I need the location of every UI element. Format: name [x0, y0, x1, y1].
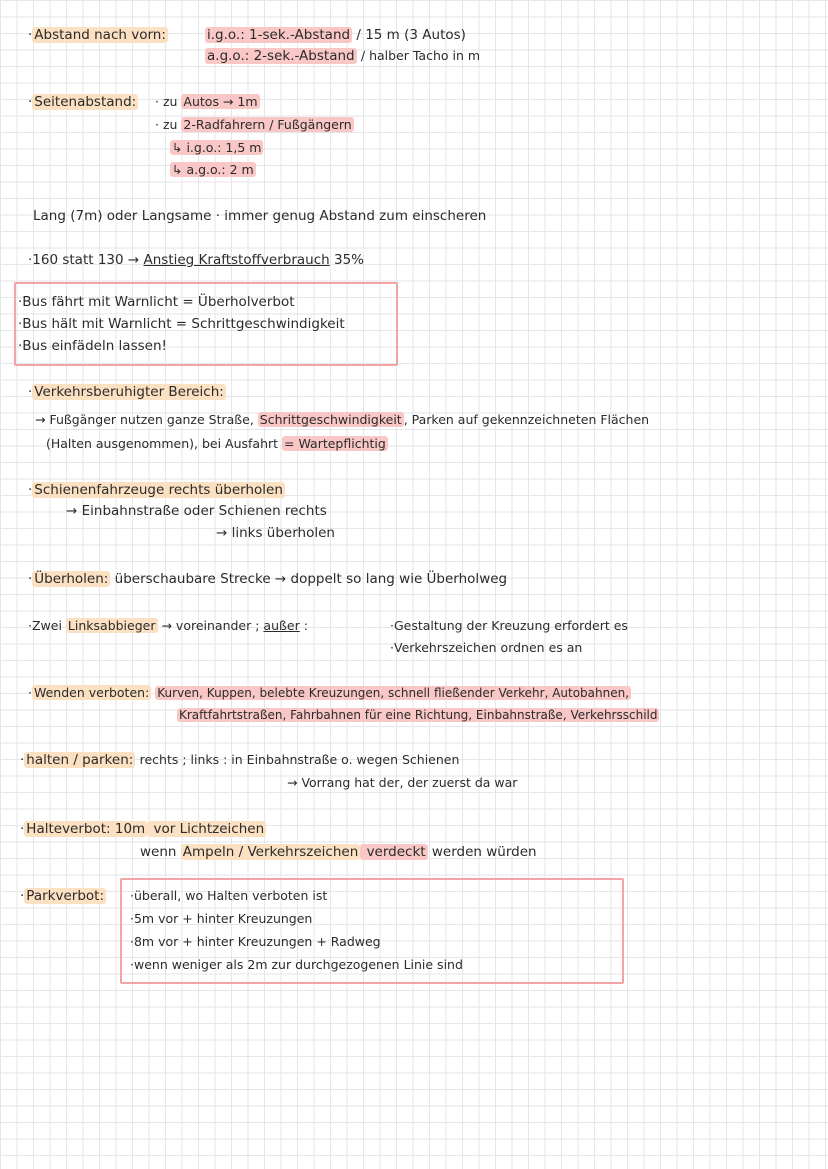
wenden-line-1: · Wenden verboten: Kurven, Kuppen, belebte Kreuzungen, schnell fließender Verkehr, Autobahnen, [28, 684, 631, 702]
park-line-3: · 8m vor + hinter Kreuzungen + Radweg [130, 933, 381, 951]
bus-line-3: · Bus einfädeln lassen! [18, 337, 167, 355]
vb-line-2: (Halten ausgenommen), bei Ausfahrt = Wartepflichtig [46, 436, 386, 451]
parkverbot-label: · Parkverbot: [20, 887, 106, 905]
schienen-label: · Schienenfahrzeuge rechts überholen [28, 481, 285, 499]
kraftstoff-line: · 160 statt 130 → Anstieg Kraftstoffverbrauch 35% [28, 251, 364, 269]
zwei-right-1: · Gestaltung der Kreuzung erfordert es [390, 617, 628, 635]
bus-line-1: · Bus fährt mit Warnlicht = Überholverbot [18, 293, 295, 311]
vb-label: · Verkehrsberuhigter Bereich: [28, 383, 226, 401]
park-line-2: · 5m vor + hinter Kreuzungen [130, 910, 312, 928]
abstand-vorn-label: · Abstand nach vorn: [28, 26, 168, 44]
seitenabstand-label: · Seitenabstand: [28, 93, 138, 111]
vb-line-1: → Fußgänger nutzen ganze Straße, Schrittgeschwindigkeit , Parken auf gekennzeichneten Flächen [35, 412, 650, 427]
bus-line-2: · Bus hält mit Warnlicht = Schrittgeschwindigkeit [18, 315, 345, 333]
seiten-ago: ↳ a.g.o.: 2 m [172, 162, 254, 177]
seiten-igo: ↳ i.g.o.: 1,5 m [172, 140, 262, 155]
schienen-line-2: → links überholen [216, 525, 335, 541]
seiten-rad: · zu 2-Radfahrern / Fußgängern [155, 117, 352, 132]
park-line-1: · überall, wo Halten verboten ist [130, 887, 327, 905]
abstand-igo: i.g.o.: 1-sek.-Abstand / 15 m (3 Autos) [207, 27, 466, 43]
schienen-line-1: → Einbahnstraße oder Schienen rechts [66, 503, 327, 519]
zwei-line: · Zwei Linksabbieger → voreinander ; außer : [28, 617, 308, 635]
zwei-right-2: · Verkehrszeichen ordnen es an [390, 639, 582, 657]
park-line-4: · wenn weniger als 2m zur durchgezogenen Linie sind [130, 956, 463, 974]
lang-line: Lang (7m) oder Langsame · immer genug Abstand zum einscheren [33, 208, 487, 224]
abstand-ago: a.g.o.: 2-sek.-Abstand / halber Tacho in m [207, 48, 481, 64]
seiten-autos: · zu Autos → 1m [155, 94, 258, 109]
halten-line-2: → Vorrang hat der, der zuerst da war [287, 775, 518, 790]
halteverbot-line-2: wenn Ampeln / Verkehrszeichen verdeckt werden würden [140, 844, 537, 860]
wenden-line-2: Kraftfahrtstraßen, Fahrbahnen für eine Richtung, Einbahnstraße, Verkehrsschild [179, 708, 658, 722]
ueberholen-line: · Überholen: überschaubare Strecke → doppelt so lang wie Überholweg [28, 570, 507, 588]
halten-line-1: · halten / parken: rechts ; links : in Einbahnstraße o. wegen Schienen [20, 751, 459, 769]
halteverbot-line-1: · Halteverbot: 10m vor Lichtzeichen [20, 820, 266, 838]
